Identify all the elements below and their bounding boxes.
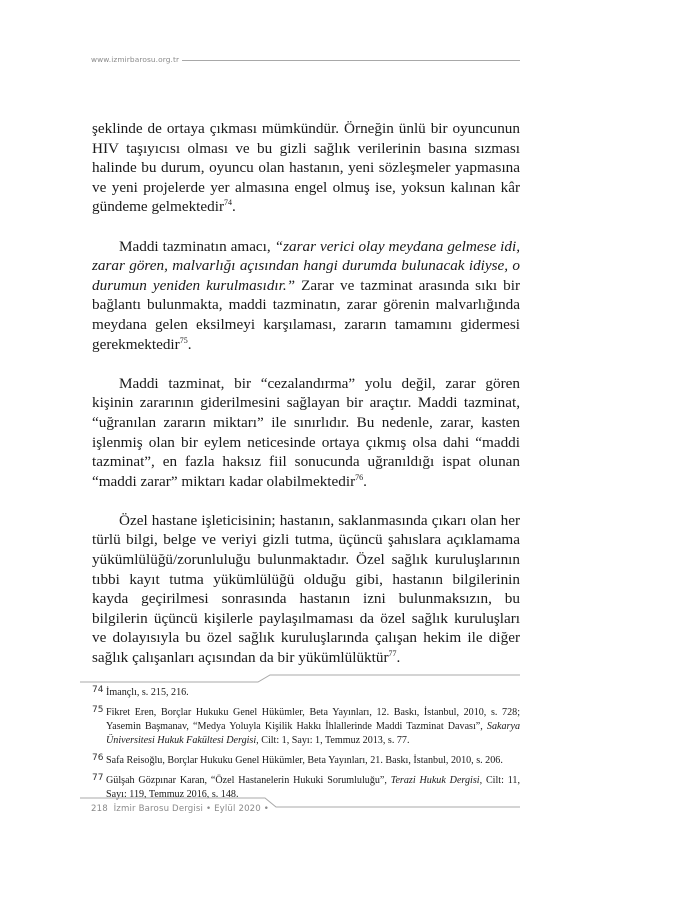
footnote-italic: Sakarya Üniversitesi Hukuk Fakültesi Dergisi, <box>106 720 520 747</box>
footnote-separator <box>80 672 525 686</box>
paragraph-end: . <box>187 335 192 353</box>
footnote-number: 75 <box>92 704 104 715</box>
footnote-number: 77 <box>92 772 104 783</box>
paragraph-2 <box>92 237 520 355</box>
footnote-75 <box>92 706 520 749</box>
main-body <box>92 119 520 668</box>
footnote-text: Fikret Eren, Borçlar Hukuku Genel Hükümler, Beta Yayınları, 12. Baskı, İstanbul, 2010, s. 728; Yasemin Başmanav, “Medya Yoluyla Kişilik Hakkı İhlallerinde Maddi Tazminat Davası”, <box>106 706 520 732</box>
footnote-text: Safa Reisoğlu, Borçlar Hukuku Genel Hükümler, Beta Yayınları, 21. Baskı, İstanbul, 2010, s. 206. <box>106 754 503 766</box>
footnote-ref-75[interactable]: 75 <box>179 335 188 345</box>
paragraph-1 <box>92 119 520 217</box>
footnote-text: Cilt: 11, Sayı: 119, Temmuz 2016, s. 148. <box>106 774 520 800</box>
paragraph-end: . <box>232 198 236 216</box>
header-url: www.izmirbarosu.org.tr <box>91 55 180 64</box>
paragraph-end: . <box>396 649 401 667</box>
footnote-number: 74 <box>92 685 104 695</box>
footnote-number: 76 <box>92 752 104 763</box>
footnote-74 <box>92 686 520 700</box>
header-rule <box>182 60 520 61</box>
footnote-text: İmançlı, s. 215, 216. <box>106 687 189 698</box>
paragraph-4 <box>92 511 520 668</box>
paragraph-3 <box>92 374 520 492</box>
footnote-text: Gülşah Gözpınar Karan, “Özel Hastanelerin Hukuki Sorumluluğu”, <box>106 774 391 786</box>
footnote-ref-74[interactable]: 74 <box>224 198 233 208</box>
footnote-italic: Terazi Hukuk Dergisi, <box>390 774 483 786</box>
footnote-ref-77[interactable]: 77 <box>388 649 397 659</box>
paragraph-text: Maddi tazminatın amacı, <box>119 237 275 255</box>
footnote-76 <box>92 754 520 768</box>
paragraph-text: şeklinde de ortaya çıkması mümkündür. Örneğin ünlü bir oyuncunun HIV taşıyıcısı olması ve bu gizli sağlık verilerinin basına sızması halinde bu durum, oyuncu olan hastanın, yeni sözleşmeler yapmasına ve yeni projelerde yer almasına engel olmuş ise, yoksun kalınan kâr gündeme gelmektedir <box>92 120 520 216</box>
footnotes <box>92 686 520 807</box>
italic-quote: “zarar verici olay meydana gelmese idi, zarar gören, malvarlığı açısından hangi durumda bulunacak idiyse, o durumun yeniden kurulmasıdır.” <box>92 237 521 294</box>
running-footer <box>91 803 269 815</box>
paragraph-text: Özel hastane işleticisinin; hastanın, saklanmasında çıkarı olan her türlü bilgi, belge ve veriyi gizli tutma, üçüncü şahıslara açıklamama yükümlülüğü/zorunluluğu bulunmaktadır. Özel sağlık kuruluşlarının tıbbi kayıt tutma yükümlülüğü olduğu gibi, hastanın bilgilerinin kayda geçirilmesi sonrasında hastanın izni bulunmaksızın, bu bilgilerin üçüncü kişilerle paylaşılmaması da özel sağlık kuruluşları ve dolayısıyla bu özel sağlık kuruluşlarında çalışan hekim ile diğer sağlık çalışanları açısından da bir yükümlülüktür <box>92 511 520 667</box>
footer-text: 218 İzmir Barosu Dergisi • Eylül 2020 • <box>91 804 270 814</box>
paragraph-end: . <box>363 472 367 490</box>
footnote-text: Cilt: 1, Sayı: 1, Temmuz 2013, s. 77. <box>258 735 410 747</box>
paragraph-text: Zarar ve tazminat arasında sıkı bir bağlantı bulunmakta, maddi tazminatın, zarar görenin malvarlığında meydana gelen eksilmeyi karşılaması, zararın tamamını gidermesi gerekmektedir <box>92 276 520 353</box>
paragraph-text: Maddi tazminat, bir “cezalandırma” yolu değil, zarar gören kişinin zararının giderilmesini sağlayan bir araçtır. Maddi tazminat, “uğranılan zararın miktarı” ile sınırlıdır. Bu nedenle, zarar, kasten işlenmiş olan bir eylem neticesinde ortaya çıkmış olsa dahi “maddi tazminat”, en fazla haksız fiil sonucunda uğranıldığı ispat olunan “maddi zarar” miktarı kadar olabilmektedir <box>92 374 520 490</box>
footnote-ref-76[interactable]: 76 <box>355 472 364 482</box>
